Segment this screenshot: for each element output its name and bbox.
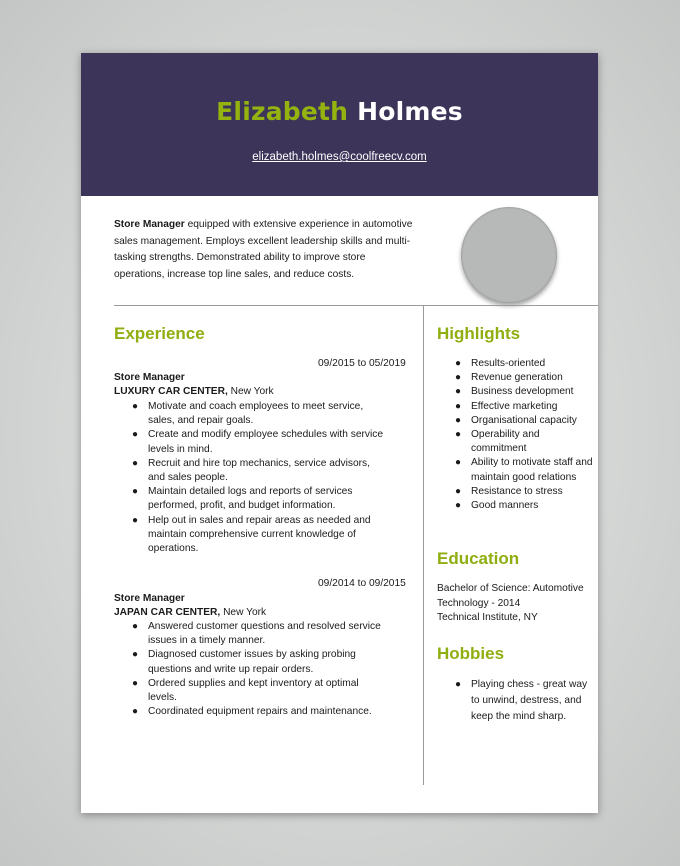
company-name: JAPAN CAR CENTER, [114, 607, 221, 618]
list-item: ● Resistance to stress [455, 485, 563, 497]
first-name: Elizabeth [216, 97, 349, 126]
job-duties-list [114, 620, 386, 719]
list-item: ● Operability and commitment [455, 429, 540, 455]
highlights-list [437, 357, 595, 513]
job-duties-list [114, 400, 386, 556]
list-item: ● Coordinated equipment repairs and maintenance. [132, 706, 372, 718]
last-name: Holmes [357, 97, 463, 126]
list-item: ● Playing chess - great way to unwind, destress, and keep the mind sharp. [455, 679, 588, 722]
list-item: ● Revenue generation [455, 372, 563, 384]
experience-heading: Experience [114, 324, 205, 343]
degree: Bachelor of Science: Automotive Technology - 2014 [437, 583, 584, 609]
list-item: ● Business development [455, 386, 574, 398]
list-item: ● Help out in sales and repair areas as needed and maintain comprehensive current knowledge of operations. [132, 514, 371, 555]
column-divider [423, 305, 424, 785]
list-item: ● Ability to motivate staff and maintain good relations [455, 457, 593, 483]
profile-summary [114, 217, 414, 283]
hobbies-list [437, 677, 595, 725]
list-item: ● Recruit and hire top mechanics, service advisors, and sales people. [132, 457, 370, 484]
company-location: New York [220, 607, 267, 618]
email-link[interactable]: elizabeth.holmes@coolfreecv.com [252, 151, 427, 163]
education-details [437, 582, 597, 626]
job-company [114, 385, 274, 399]
job-company [114, 606, 266, 620]
list-item: ● Organisational capacity [455, 414, 577, 426]
horizontal-divider [114, 305, 598, 306]
candidate-name [81, 97, 598, 126]
job-role: Store Manager [114, 593, 185, 604]
list-item: ● Effective marketing [455, 400, 558, 412]
summary-lead: Store Manager [114, 219, 185, 230]
list-item: ● Answered customer questions and resolved service issues in a timely manner. [132, 621, 381, 647]
list-item: ● Ordered supplies and kept inventory at optimal levels. [132, 677, 359, 704]
list-item: ● Maintain detailed logs and reports of services performed, profit, and budget information. [132, 486, 353, 512]
education-heading: Education [437, 549, 520, 568]
list-item: ● Results-oriented [455, 358, 546, 369]
list-item: ● Diagnosed customer issues by asking probing questions and write up repair orders. [132, 649, 356, 675]
summary-text: equipped with extensive experience in automotive sales management. Employs excellent leadership skills and multi-tasking strengths. Demonstrated ability to improve store operations, increase top line sales, and reduce costs. [114, 219, 413, 280]
company-location: New York [227, 386, 274, 397]
job-dates: 09/2015 to 05/2019 [318, 358, 406, 369]
list-item: ● Good manners [455, 500, 539, 512]
hobbies-heading: Hobbies [437, 644, 505, 663]
job-dates: 09/2014 to 09/2015 [318, 578, 406, 589]
resume-page [81, 53, 598, 813]
resume-header [81, 53, 598, 196]
company-name: LUXURY CAR CENTER, [114, 386, 228, 397]
profile-photo-placeholder [461, 207, 557, 303]
list-item: ● Create and modify employee schedules with service levels in mind. [132, 429, 383, 455]
highlights-heading: Highlights [437, 324, 521, 343]
school: Technical Institute, NY [437, 612, 538, 623]
job-role: Store Manager [114, 372, 185, 383]
list-item: ● Motivate and coach employees to meet service, sales, and repair goals. [132, 401, 364, 427]
